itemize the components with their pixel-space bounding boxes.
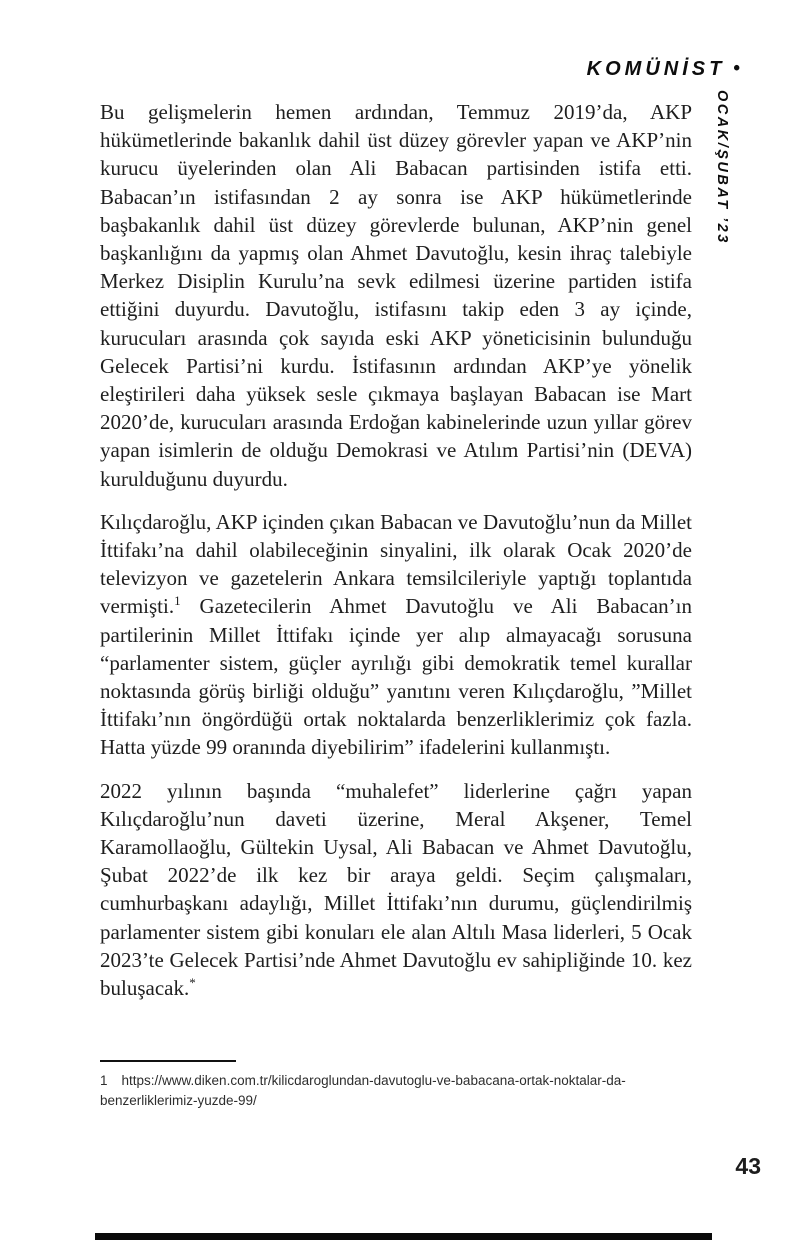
paragraph-2-text-after-ref: Gazetecilerin Ahmet Davutoğlu ve Ali Babacan’ın partilerinin Millet İttifakı içinde yer alıp almayacağı sorusuna “parlamenter sistem, güçler ayrılığı gibi demokratik temel kurallar noktasında görüş birliği olduğu” yanıtını veren Kılıçdaroğlu, ”Millet İttifakı’nın öngördüğü ortak noktalarda benzerliklerimiz çok fazla. Hatta yüzde 99 oranında diyebilirim” ifadelerini kullanmıştı. [100,594,692,760]
footnote-rule [100,1060,236,1062]
issue-date-vertical: OCAK/ŞUBAT ’23 [714,90,730,245]
article-paragraph-3 [100,777,692,1003]
paragraph-3-text: 2022 yılının başında “muhalefet” liderlerine çağrı yapan Kılıçdaroğlu’nun daveti üzerine, Meral Akşener, Temel Karamollaoğlu, Gültekin Uysal, Ali Babacan ve Ahmet Davutoğlu, Şubat 2022’de ilk kez bir araya geldi. Seçim çalışmaları, cumhurbaşkanı adaylığı, Millet İttifakı’nın durumu, güçlendirilmiş parlamenter sistem gibi konuları ele alan Altılı Masa liderleri, 5 Ocak 2023’te Gelecek Partisi’nde Ahmet Davutoğlu ev sahipliğinde 10. kez buluşacak. [100,778,692,1001]
masthead [587,58,740,81]
footnote-reference-1: 1 [174,593,181,609]
footnote-url: https://www.diken.com.tr/kilicdaroglundan-davutoglu-ve-babacana-ortak-noktalar-da-benzerliklerimiz-yuzde-99/ [100,1073,626,1108]
footnote-block [100,1060,706,1111]
masthead-bullet-icon: • [733,58,740,79]
footnote-marker: 1 [100,1073,108,1088]
article-paragraph-2 [100,508,692,762]
bottom-edge-bar [95,1233,712,1240]
footnote-reference-star: * [189,975,196,991]
page-number: 43 [735,1153,761,1179]
masthead-title: KOMÜNİST [586,58,726,80]
article-paragraph-1: Bu gelişmelerin hemen ardından, Temmuz 2019’da, AKP hükümetlerinde bakanlık dahil üst düzey görevler yapan ve AKP’nin kurucu üyelerinden olan Ali Babacan partisinden istifa etti. Babacan’ın istifasından 2 ay sonra ise AKP hükümetlerinde başbakanlık dahil üst düzey görevlerde bulunan, AKP’nin genel başkanlığını da yapmış olan Ahmet Davutoğlu, kesin ihraç talebiyle Merkez Disiplin Kurulu’na sevk edilmesi üzerine partiden istifa ettiğini duyurdu. Davutoğlu, istifasını takip eden 3 ay içinde, kurucuları arasında çok sayıda eski AKP yöneticisinin bulunduğu Gelecek Partisi’ni kurdu. İstifasının ardından AKP’ye yönelik eleştirileri daha yüksek sesle çıkmaya başlayan Babacan ise Mart 2020’de, kurucuları arasında Erdoğan kabinelerinde uzun yıllar görev yapan isimlerin de olduğu Demokrasi ve Atılım Partisi’nin (DEVA) kurulduğunu duyurdu. [100,100,692,491]
paragraph-2-text-before-ref: Kılıçdaroğlu, AKP içinden çıkan Babacan ve Davutoğlu’nun da Millet İttifakı’na dahil olabileceğinin sinyalini, ilk olarak Ocak 2020’de televizyon ve gazetelerin Ankara temsilcileriyle yaptığı toplantıda vermişti. [100,509,692,619]
footnote-text [100,1071,706,1111]
article-body [100,98,692,1002]
